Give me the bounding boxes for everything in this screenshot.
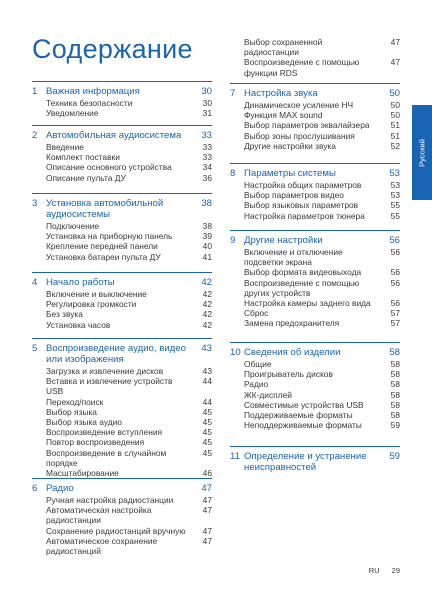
toc-entry[interactable] [230, 37, 400, 57]
section-title: Автомобильная аудиосистема [46, 130, 182, 141]
section-title: Установка автомобильной аудиосистемы [46, 198, 164, 220]
toc-entry[interactable] [32, 152, 212, 162]
toc-entry[interactable] [230, 57, 400, 77]
toc-section-heading[interactable] [32, 339, 212, 365]
toc-entry-page: 56 [390, 247, 400, 257]
toc-entry[interactable] [230, 420, 400, 430]
toc-entry-page: 47 [202, 525, 212, 536]
section-number: 2 [32, 130, 38, 141]
section-page: 58 [389, 347, 400, 358]
section-title: Настройка звука [244, 88, 318, 99]
toc-entry-label: Ручная настройка радиостанции [46, 495, 174, 505]
section-number: 10 [230, 347, 241, 358]
toc-entry[interactable] [32, 299, 212, 309]
toc-entry[interactable] [230, 211, 400, 221]
toc-section [230, 342, 400, 430]
section-page: 30 [201, 86, 212, 97]
toc-entry-label: Выбор формата видеовыхода [244, 267, 362, 278]
toc-entry-label: Выбор параметров видео [244, 190, 344, 201]
toc-section [230, 446, 400, 474]
toc-entry-label: Загрузка и извлечение дисков [46, 366, 164, 376]
toc-entry[interactable] [230, 267, 400, 277]
section-items [230, 180, 400, 221]
language-tab-label: Русский [417, 138, 427, 167]
toc-entry-label: Без звука [46, 309, 83, 320]
toc-entry-label: Регулировка громкости [46, 299, 137, 310]
toc-entry-label: Сброс [244, 308, 269, 319]
toc-entry[interactable] [32, 448, 212, 468]
toc-entry-label: Совместимые устройства USB [244, 399, 364, 410]
toc-entry-label: Воспроизведение в случайном порядке [46, 447, 167, 468]
toc-entry-page: 42 [202, 319, 212, 330]
toc-entry[interactable] [230, 120, 400, 130]
toc-entry-page: 47 [390, 37, 400, 47]
toc-entry-page: 41 [202, 251, 212, 262]
section-items [32, 289, 212, 330]
toc-entry[interactable] [230, 308, 400, 318]
toc-entry[interactable] [230, 110, 400, 120]
toc-entry-page: 57 [390, 308, 400, 319]
toc-entry-label: ЖК-дисплей [244, 389, 292, 400]
page-number: 29 [391, 566, 400, 575]
toc-entry-page: 45 [202, 417, 212, 428]
toc-entry-page: 39 [202, 231, 212, 242]
toc-entry[interactable] [32, 221, 212, 231]
toc-entry-page: 55 [390, 210, 400, 221]
toc-entry-label: Поддерживаемые форматы [244, 410, 353, 421]
section-items [32, 221, 212, 262]
toc-entry-page: 38 [202, 221, 212, 231]
section-page: 50 [389, 88, 400, 99]
toc-entry-page: 45 [202, 406, 212, 417]
toc-entry[interactable] [32, 173, 212, 183]
toc-entry-label: Установка на приборную панель [46, 231, 173, 242]
section-items [32, 495, 212, 556]
toc-entry-label: Неподдерживаемые форматы [244, 420, 362, 431]
toc-entry-label: Описание пульта ДУ [46, 172, 126, 183]
toc-entry[interactable] [32, 320, 212, 330]
toc-entry-page: 44 [202, 376, 212, 387]
toc-entry[interactable] [230, 379, 400, 389]
toc-entry-label: Настройка параметров тюнера [244, 210, 365, 221]
toc-entry[interactable] [32, 162, 212, 172]
toc-entry-page: 47 [202, 535, 212, 546]
toc-entry-label: Общие [244, 359, 272, 369]
toc-entry[interactable] [32, 366, 212, 376]
toc-entry-page: 42 [202, 289, 212, 299]
toc-entry-page: 33 [202, 152, 212, 163]
toc-entry-page: 58 [390, 389, 400, 400]
section-title: Воспроизведение аудио, видео или изображения [46, 343, 186, 365]
toc-entry-label: Выбор параметров эквалайзера [244, 120, 370, 131]
continued-items [230, 37, 400, 78]
section-items [32, 98, 212, 118]
toc-entry-page: 47 [390, 57, 400, 68]
page-title: Содержание [32, 34, 193, 64]
toc-entry-page: 51 [390, 130, 400, 141]
section-page: 47 [201, 483, 212, 494]
toc-section [32, 272, 212, 330]
toc-entry-page: 44 [202, 396, 212, 407]
toc-entry[interactable] [32, 98, 212, 108]
toc-entry-label: Включение и отключение подсветки экрана [244, 247, 343, 268]
language-side-tab [412, 105, 432, 200]
toc-entry-label: Выбор сохраненной радиостанции [244, 37, 323, 58]
section-title: Радио [46, 483, 74, 494]
toc-section [230, 83, 400, 151]
toc-entry-label: Вставка и извлечение устройств USB [46, 376, 173, 397]
section-page: 56 [389, 235, 400, 246]
toc-entry-label: Настройка камеры заднего вида [244, 298, 371, 309]
section-page: 42 [201, 277, 212, 288]
toc-entry-label: Выбор зоны прослушивания [244, 130, 355, 141]
toc-entry-page: 50 [390, 100, 400, 110]
section-page: 43 [201, 343, 212, 354]
section-items [230, 247, 400, 329]
toc-entry-label: Масштабирование [46, 468, 119, 479]
toc-entry-label: Введение [46, 142, 84, 152]
toc-entry-page: 30 [202, 98, 212, 108]
toc-entry-page: 53 [390, 190, 400, 201]
toc-entry[interactable] [32, 437, 212, 447]
section-number: 3 [32, 198, 38, 209]
toc-section-heading[interactable] [32, 194, 212, 220]
toc-entry[interactable] [230, 141, 400, 151]
toc-entry-label: Комплект поставки [46, 152, 120, 163]
toc-entry-page: 58 [390, 379, 400, 390]
toc-entry-label: Воспроизведение вступления [46, 427, 163, 438]
toc-entry-page: 57 [390, 318, 400, 329]
toc-entry[interactable] [230, 369, 400, 379]
toc-entry-label: Замена предохранителя [244, 318, 340, 329]
section-items [32, 142, 212, 183]
section-title: Начало работы [46, 277, 115, 288]
toc-entry-page: 47 [202, 505, 212, 516]
toc-entry[interactable] [32, 468, 212, 478]
toc-entry-label: Выбор языка аудио [46, 417, 122, 428]
toc-entry[interactable] [230, 180, 400, 190]
toc-section-heading[interactable] [230, 164, 400, 179]
toc-entry-page: 58 [390, 359, 400, 369]
toc-entry[interactable] [230, 247, 400, 267]
toc-entry[interactable] [32, 108, 212, 118]
toc-entry-page: 51 [390, 120, 400, 131]
toc-entry[interactable] [32, 536, 212, 556]
footer-language: RU [368, 566, 380, 575]
toc-section [32, 125, 212, 183]
toc-entry-label: Функция MAX sound [244, 110, 323, 121]
toc-entry-page: 58 [390, 369, 400, 380]
toc-entry-page: 31 [202, 108, 212, 119]
toc-entry-label: Динамическое усиление НЧ [244, 100, 354, 110]
toc-entry-label: Техника безопасности [46, 98, 133, 108]
toc-entry[interactable] [32, 417, 212, 427]
toc-section [230, 230, 400, 329]
toc-entry-page: 36 [202, 172, 212, 183]
toc-entry[interactable] [32, 142, 212, 152]
toc-entry-label: Повтор воспроизведения [46, 437, 145, 448]
toc-entry-page: 45 [202, 437, 212, 448]
toc-section [32, 193, 212, 262]
toc-section-heading[interactable] [230, 447, 400, 473]
toc-section [32, 81, 212, 118]
toc-entry[interactable] [230, 298, 400, 308]
toc-entry[interactable] [230, 200, 400, 210]
section-number: 5 [32, 343, 38, 354]
section-number: 11 [230, 451, 240, 462]
section-page: 53 [389, 168, 400, 179]
toc-entry-label: Сохранение радиостанций вручную [46, 525, 186, 536]
toc-entry-label: Проигрыватель дисков [244, 369, 333, 380]
toc-entry[interactable] [230, 390, 400, 400]
toc-entry[interactable] [230, 410, 400, 420]
section-number: 9 [230, 235, 236, 246]
section-title: Определение и устранение неисправностей [244, 451, 367, 473]
section-title: Параметры системы [244, 168, 336, 179]
toc-entry-label: Переход/поиск [46, 396, 104, 407]
toc-entry-page: 45 [202, 427, 212, 438]
section-items [230, 359, 400, 430]
toc-entry-label: Крепление передней панели [46, 241, 158, 252]
toc-entry[interactable] [32, 526, 212, 536]
toc-entry[interactable] [32, 309, 212, 319]
toc-entry-page: 56 [390, 267, 400, 278]
toc-entry[interactable] [32, 252, 212, 262]
toc-entry-page: 42 [202, 309, 212, 320]
toc-entry-label: Автоматическое сохранение радиостанций [46, 535, 158, 557]
toc-section-heading[interactable] [230, 231, 400, 246]
section-number: 7 [230, 88, 236, 99]
toc-entry[interactable] [230, 318, 400, 328]
section-page: 38 [201, 198, 212, 209]
toc-entry-page: 58 [390, 410, 400, 421]
toc-entry[interactable] [230, 400, 400, 410]
toc-entry[interactable] [230, 131, 400, 141]
toc-entry[interactable] [230, 100, 400, 110]
toc-entry[interactable] [32, 376, 212, 396]
toc-entry[interactable] [32, 397, 212, 407]
toc-section-heading[interactable] [230, 343, 400, 358]
toc-entry-page: 52 [390, 140, 400, 151]
section-number: 1 [32, 86, 38, 97]
toc-entry-label: Воспроизведение с помощью функции RDS [244, 57, 360, 78]
section-number: 8 [230, 168, 236, 179]
toc-entry[interactable] [230, 278, 400, 298]
toc-entry[interactable] [32, 289, 212, 299]
toc-entry[interactable] [32, 241, 212, 251]
toc-entry-label: Настройка общих параметров [244, 180, 362, 190]
toc-entry[interactable] [230, 359, 400, 369]
section-title: Сведения об изделии [244, 347, 341, 358]
toc-entry-page: 34 [202, 162, 212, 173]
toc-entry-label: Включение и выключение [46, 289, 147, 299]
toc-entry-page: 56 [390, 298, 400, 309]
toc-entry-label: Автоматическая настройка радиостанции [46, 505, 152, 526]
toc-entry-label: Другие настройки звука [244, 140, 336, 151]
toc-entry-label: Установка батареи пульта ДУ [46, 251, 161, 262]
toc-section-heading[interactable] [32, 479, 212, 494]
toc-entry[interactable] [32, 427, 212, 437]
toc-entry-page: 55 [390, 200, 400, 211]
toc-entry-label: Выбор языковых параметров [244, 200, 359, 211]
toc-entry[interactable] [32, 407, 212, 417]
toc-entry-label: Описание основного устройства [46, 162, 172, 173]
toc-entry-label: Выбор языка [46, 406, 97, 417]
toc-entry-page: 45 [202, 447, 212, 458]
toc-entry-page: 33 [202, 142, 212, 152]
toc-entry-page: 59 [390, 420, 400, 431]
section-items [230, 100, 400, 151]
section-number: 4 [32, 277, 38, 288]
toc-entry[interactable] [230, 190, 400, 200]
toc-section [230, 163, 400, 221]
toc-entry-page: 47 [202, 495, 212, 505]
toc-section-heading[interactable] [32, 126, 212, 141]
toc-entry-page: 42 [202, 299, 212, 310]
section-title: Другие настройки [244, 235, 323, 246]
toc-entry-label: Подключение [46, 221, 100, 231]
toc-entry-page: 56 [390, 277, 400, 288]
toc-entry-label: Установка часов [46, 319, 111, 330]
section-items [32, 366, 212, 478]
section-number: 6 [32, 483, 38, 494]
toc-entry-page: 40 [202, 241, 212, 252]
toc-entry-page: 46 [202, 468, 212, 479]
toc-entry[interactable] [32, 495, 212, 505]
toc-section-heading[interactable] [32, 82, 212, 97]
toc-entry-page: 43 [202, 366, 212, 376]
toc-section [32, 338, 212, 478]
toc-entry-label: Уведомление [46, 108, 99, 119]
toc-entry-label: Радио [244, 379, 269, 390]
toc-section-heading[interactable] [230, 84, 400, 99]
section-page: 59 [389, 451, 400, 462]
toc-entry[interactable] [32, 231, 212, 241]
toc-entry-page: 53 [390, 180, 400, 190]
toc-entry-page: 58 [390, 399, 400, 410]
toc-entry-label: Воспроизведение с помощью других устройств [244, 277, 360, 298]
section-page: 33 [201, 130, 212, 141]
toc-entry[interactable] [32, 505, 212, 525]
toc-section-heading[interactable] [32, 273, 212, 288]
toc-section [32, 478, 212, 556]
page-footer [369, 566, 400, 575]
toc-entry-page: 50 [390, 110, 400, 121]
section-title: Важная информация [46, 86, 140, 97]
